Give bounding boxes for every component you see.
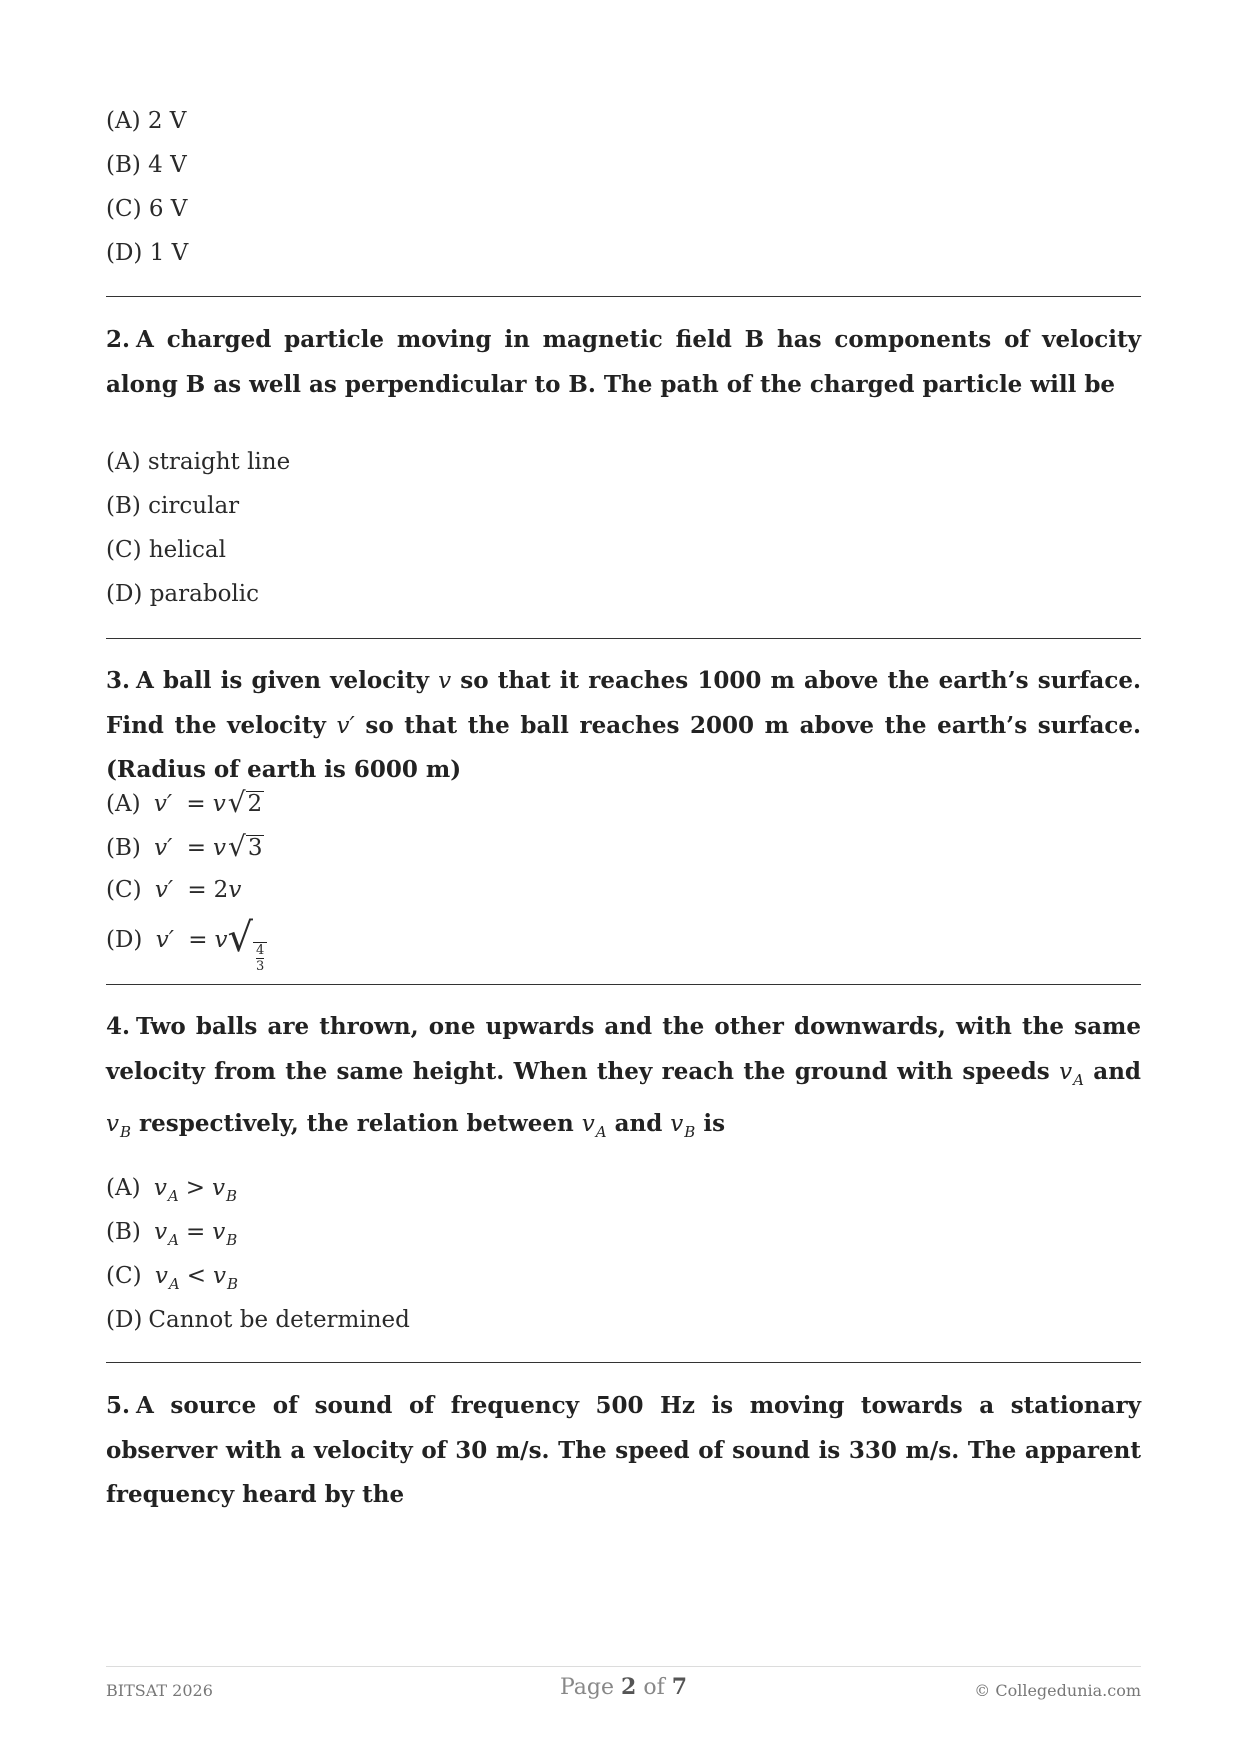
option-label: (B) bbox=[106, 835, 141, 861]
option-label: (D) bbox=[106, 927, 143, 953]
question-text: is bbox=[703, 1110, 726, 1137]
footer-exam-name: BITSAT 2026 bbox=[106, 1681, 213, 1700]
question-number: 2. bbox=[106, 326, 131, 353]
q1-option-c[interactable]: (C) 6 V bbox=[106, 196, 188, 222]
q4-options bbox=[106, 1166, 410, 1342]
numerator: 4 bbox=[256, 943, 265, 958]
denominator: 3 bbox=[256, 959, 265, 974]
divider bbox=[106, 1362, 1141, 1363]
question-2 bbox=[106, 318, 1141, 407]
q2-options bbox=[106, 440, 290, 616]
math-var: v′ bbox=[155, 927, 174, 953]
question-text: A charged particle moving in magnetic field B has components of velocity along B as well as perpendicular to B. The path of the charged particle will be bbox=[106, 326, 1141, 398]
q4-option-d[interactable] bbox=[106, 1298, 410, 1342]
math-vB: $v_B$ bbox=[106, 1111, 132, 1141]
q1-option-b[interactable]: (B) 4 V bbox=[106, 152, 187, 178]
question-number: 3. bbox=[106, 667, 131, 694]
option-text: Cannot be determined bbox=[148, 1307, 410, 1333]
q2-option-b[interactable]: (B) circular bbox=[106, 493, 240, 519]
math-vA: $v_A$ bbox=[581, 1111, 607, 1141]
sqrt-sign: √ bbox=[227, 915, 254, 961]
option-label: (B) bbox=[106, 1219, 141, 1245]
math-num: 2 bbox=[213, 877, 229, 903]
option-label: (A) bbox=[106, 791, 141, 817]
q4-option-b[interactable]: (B) $v_A = v_B$ bbox=[106, 1219, 238, 1249]
option-label: (C) bbox=[106, 877, 142, 903]
option-label: (C) bbox=[106, 1263, 142, 1289]
math-var: v bbox=[212, 835, 226, 861]
math-op: = bbox=[186, 791, 206, 817]
math-var: v′ bbox=[336, 712, 355, 739]
math-op: = bbox=[186, 1219, 206, 1245]
q3-options bbox=[106, 780, 267, 974]
question-text: respectively, the relation between bbox=[139, 1110, 574, 1137]
divider bbox=[106, 296, 1141, 297]
divider bbox=[106, 984, 1141, 985]
sqrt: √2 bbox=[227, 786, 263, 819]
math-vA: $v_A$ bbox=[1059, 1058, 1084, 1089]
q3-option-d[interactable] bbox=[106, 912, 267, 974]
q3-option-a[interactable] bbox=[106, 780, 267, 824]
radicand: 2 bbox=[247, 791, 263, 817]
math-var: v bbox=[228, 877, 242, 903]
q4-option-c[interactable]: (C) $v_A < v_B$ bbox=[106, 1263, 239, 1293]
math-var: v bbox=[214, 927, 228, 953]
question-text: Two balls are thrown, one upwards and the other downwards, with the same velocity from the same height. When they reach the ground with speeds bbox=[106, 1013, 1141, 1085]
math-op: = bbox=[186, 835, 206, 861]
exam-page bbox=[106, 0, 1141, 1754]
question-3 bbox=[106, 659, 1141, 793]
footer-copyright: © Collegedunia.com bbox=[974, 1681, 1141, 1700]
page-indicator: Page 2 of 7 bbox=[559, 1674, 688, 1700]
math-var: v′ bbox=[154, 835, 173, 861]
math-var: v bbox=[212, 791, 226, 817]
q1-option-d[interactable]: (D) 1 V bbox=[106, 240, 189, 266]
question-5 bbox=[106, 1384, 1141, 1518]
option-label: (A) bbox=[106, 1175, 141, 1201]
math-op: = bbox=[188, 927, 208, 953]
footer-divider bbox=[106, 1666, 1141, 1667]
math-var: v′ bbox=[153, 791, 173, 817]
question-text: and bbox=[1093, 1057, 1142, 1085]
question-4 bbox=[106, 1005, 1141, 1155]
q2-option-a[interactable]: (A) straight line bbox=[106, 449, 291, 475]
question-text: so that the ball reaches 2000 m above the earth’s surface. (Radius of earth is 6000 m) bbox=[106, 711, 1141, 783]
q2-option-d[interactable]: (D) parabolic bbox=[106, 581, 260, 607]
option-label: (D) bbox=[106, 1307, 143, 1333]
question-text: and bbox=[614, 1110, 663, 1137]
q2-option-c[interactable]: (C) helical bbox=[106, 537, 226, 563]
math-vB: $v_B$ bbox=[670, 1111, 696, 1141]
math-op: = bbox=[187, 877, 207, 903]
q1-option-a[interactable]: (A) 2 V bbox=[106, 108, 187, 134]
question-number: 4. bbox=[106, 1013, 131, 1040]
q3-option-c[interactable] bbox=[106, 868, 267, 912]
math-op: > bbox=[185, 1175, 205, 1201]
q4-option-a[interactable]: (A) $v_A > v_B$ bbox=[106, 1175, 238, 1205]
radicand: 3 bbox=[247, 835, 263, 861]
question-text: A ball is given velocity bbox=[136, 667, 429, 694]
q1-options bbox=[106, 99, 188, 275]
sqrt: √3 bbox=[227, 830, 263, 863]
question-number: 5. bbox=[106, 1392, 131, 1419]
math-var: v′ bbox=[154, 877, 174, 903]
divider bbox=[106, 638, 1141, 639]
question-text: A source of sound of frequency 500 Hz is moving towards a stationary observer with a velocity of 30 m/s. The speed of sound is 330 m/s. The apparent frequency heard by the bbox=[106, 1392, 1141, 1508]
math-var: v bbox=[438, 668, 452, 694]
question-text: so that it reaches 1000 m above the earth’s surface. Find the velocity bbox=[106, 667, 1141, 739]
fraction bbox=[253, 942, 267, 974]
math-op: < bbox=[186, 1263, 206, 1289]
q3-option-b[interactable] bbox=[106, 824, 267, 868]
